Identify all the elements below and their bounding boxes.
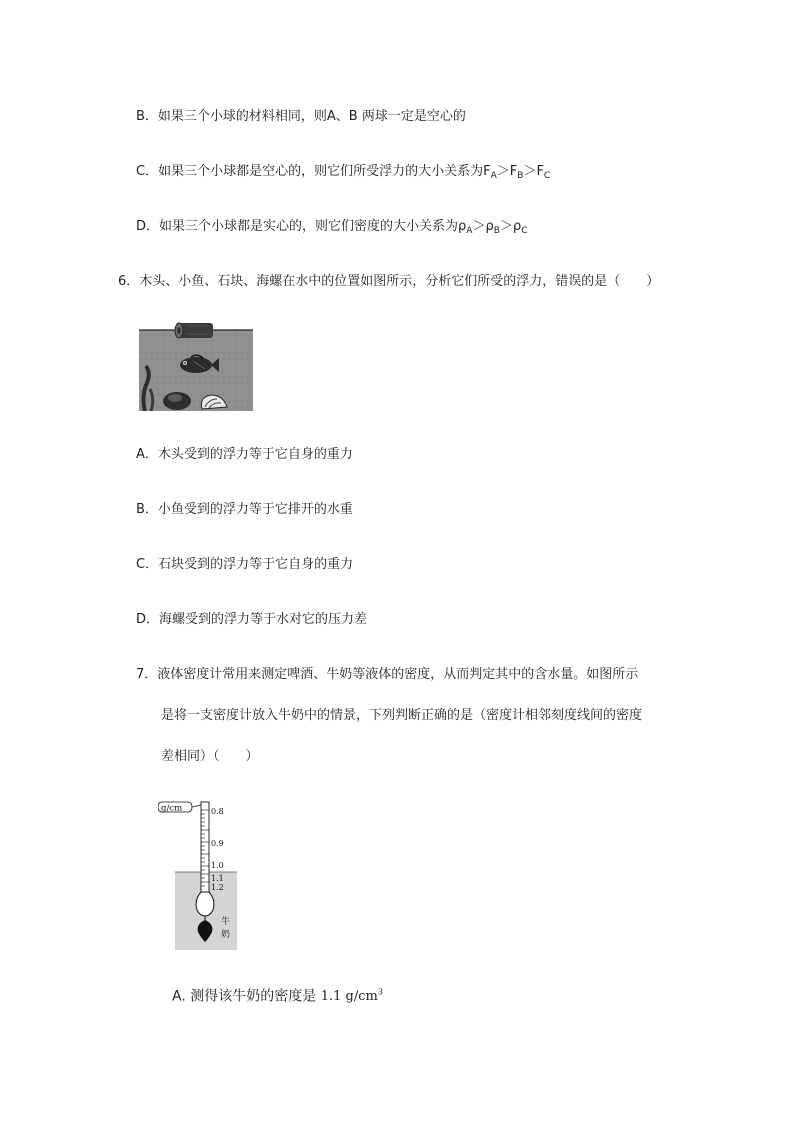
- hydrometer-figure: [158, 796, 244, 952]
- q7-stem-line2: 是将一支密度计放入牛奶中的情景，下列判断正确的是（密度计相邻刻度线间的密度: [161, 708, 643, 723]
- q5-option-c-relation: $F_A>F_B>F_C$: [483, 164, 551, 181]
- hydrometer-stem: [201, 802, 209, 892]
- log-shape: [175, 323, 213, 338]
- q6-stem: 6．木头、小鱼、石块、海螺在水中的位置如图所示，分析它们所受的浮力，错误的是（ ）: [118, 274, 660, 289]
- q5-option-b: B．如果三个小球的材料相同，则A、B 两球一定是空心的: [136, 109, 466, 124]
- scale-label-1.0: 1.0: [211, 861, 224, 870]
- q5-option-c-text: C．如果三个小球都是空心的，则它们所受浮力的大小关系为: [136, 164, 484, 179]
- scale-label-0.9: 0.9: [211, 839, 224, 848]
- hydrometer-diagram: [158, 796, 244, 952]
- scale-label-0.8: 0.8: [211, 807, 224, 816]
- milk-label-1: 牛: [221, 917, 231, 927]
- q6-option-d: D．海螺受到的浮力等于水对它的压力差: [136, 612, 368, 627]
- q5-option-d-text: D．如果三个小球都是实心的，则它们密度的大小关系为: [136, 219, 459, 234]
- q6-option-a: A．木头受到的浮力等于它自身的重力: [136, 447, 353, 462]
- q7-option-a-value: 1.1 $g/cm^3$: [320, 988, 383, 1005]
- q5-option-d: [136, 218, 528, 240]
- q6-option-c: C．石块受到的浮力等于它自身的重力: [136, 557, 354, 572]
- q6-option-b: B．小鱼受到的浮力等于它排开的水重: [136, 502, 353, 517]
- hydrometer-bulb: [196, 892, 214, 916]
- unit-label: g/cm: [161, 803, 183, 814]
- q7-stem-line3: 差相同）（ ）: [161, 749, 259, 764]
- stone-shape: [163, 392, 191, 410]
- q5-option-c: [136, 163, 550, 185]
- q7-option-a: [172, 984, 383, 1006]
- q7-stem-line1: 7．液体密度计常用来测定啤酒、牛奶等液体的密度，从而判定其中的含水量。如图所示: [136, 667, 639, 682]
- q6-water-figure: [139, 321, 253, 411]
- milk-label-2: 奶: [221, 930, 231, 940]
- water-scene-image: [139, 321, 253, 411]
- scale-label-1.2: 1.2: [211, 883, 224, 892]
- q5-option-d-relation: $\rho_A>\rho_B>\rho_C$: [458, 219, 528, 236]
- scale-label-1.1: 1.1: [211, 874, 224, 883]
- q7-option-a-text: A. 测得该牛奶的密度是: [172, 988, 317, 1005]
